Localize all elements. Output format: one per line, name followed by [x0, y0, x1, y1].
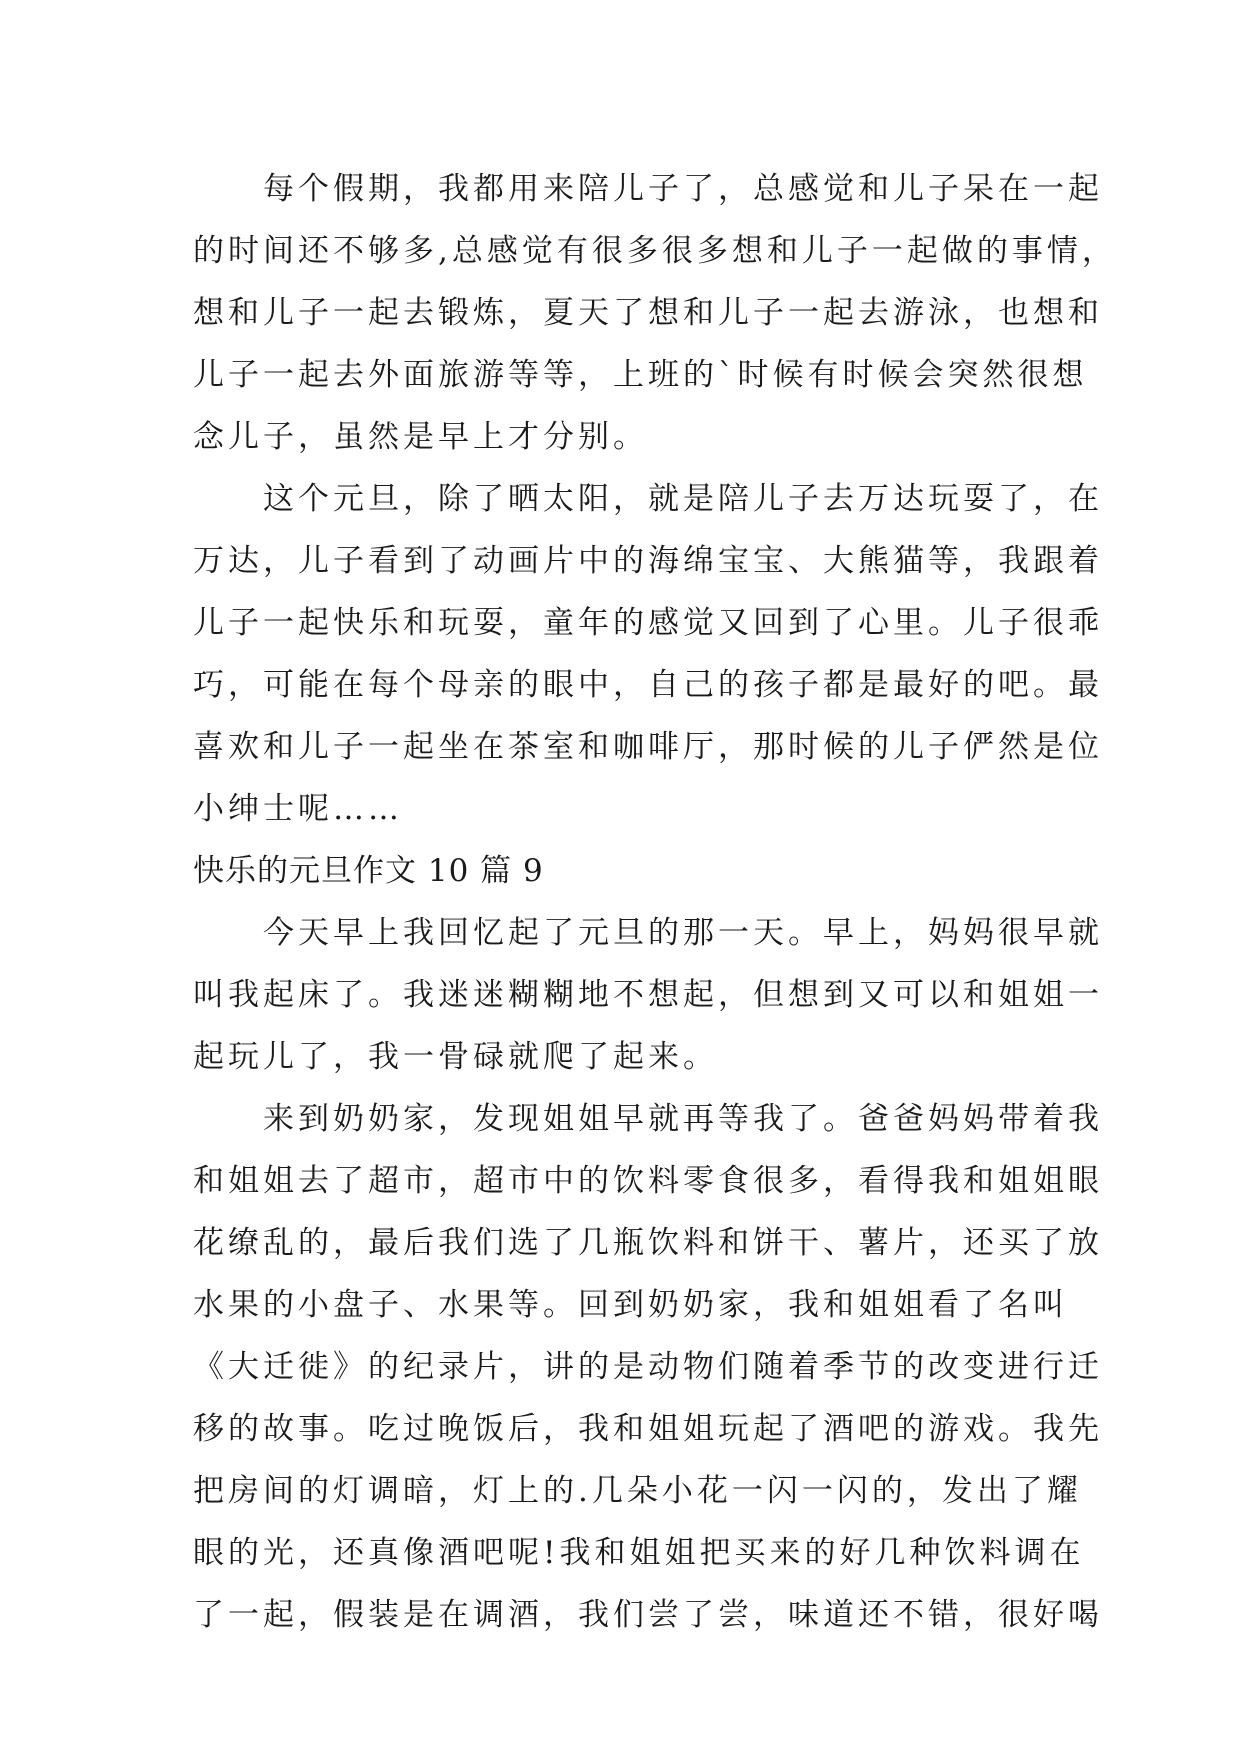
paragraph-2: [193, 468, 1103, 840]
paragraph-line: 万达，儿子看到了动画片中的海绵宝宝、大熊猫等，我跟着: [193, 543, 1103, 579]
paragraph-4: [193, 1088, 1103, 1646]
paragraph-line: 巧，可能在每个母亲的眼中，自己的孩子都是最好的吧。最: [193, 667, 1103, 703]
paragraph-line: 小绅士呢……: [193, 791, 403, 827]
paragraph-line: 念儿子，虽然是早上才分别。: [193, 419, 648, 455]
paragraph-line: 的时间还不够多,总感觉有很多很多想和儿子一起做的事情，: [193, 233, 1117, 269]
paragraph-line: 移的故事。吃过晚饭后，我和姐姐玩起了酒吧的游戏。我先: [193, 1411, 1103, 1447]
paragraph-line: 花缭乱的，最后我们选了几瓶饮料和饼干、薯片，还买了放: [193, 1225, 1103, 1261]
paragraph-line: 这个元旦，除了晒太阳，就是陪儿子去万达玩耍了，在: [263, 481, 1103, 517]
document-body: [193, 158, 1117, 1646]
paragraph-line: 叫我起床了。我迷迷糊糊地不想起，但想到又可以和姐姐一: [193, 977, 1103, 1013]
paragraph-line: 喜欢和儿子一起坐在茶室和咖啡厅，那时候的儿子俨然是位: [193, 729, 1103, 765]
paragraph-line: 每个假期，我都用来陪儿子了，总感觉和儿子呆在一起: [263, 171, 1103, 207]
paragraph-3: [193, 902, 1103, 1088]
paragraph-line: 把房间的灯调暗，灯上的.几朵小花一闪一闪的，发出了耀: [193, 1473, 1082, 1509]
paragraph-line: 想和儿子一起去锻炼，夏天了想和儿子一起去游泳，也想和: [193, 295, 1103, 331]
paragraph-line: 水果的小盘子、水果等。回到奶奶家，我和姐姐看了名叫: [193, 1287, 1068, 1323]
paragraph-line: 和姐姐去了超市，超市中的饮料零食很多，看得我和姐姐眼: [193, 1163, 1103, 1199]
paragraph-line: 起玩儿了，我一骨碌就爬了起来。: [193, 1039, 718, 1075]
paragraph-1: [193, 158, 1117, 468]
paragraph-line: 儿子一起快乐和玩耍，童年的感觉又回到了心里。儿子很乖: [193, 605, 1103, 641]
paragraph-line: 今天早上我回忆起了元旦的那一天。早上，妈妈很早就: [263, 915, 1103, 951]
section-heading: 快乐的元旦作文 10 篇 9: [193, 853, 544, 889]
paragraph-line: 眼的光，还真像酒吧呢!我和姐姐把买来的好几种饮料调在: [193, 1535, 1085, 1571]
paragraph-line: 儿子一起去外面旅游等等，上班的`时候有时候会突然很想: [193, 357, 1088, 393]
paragraph-line: 《大迁徙》的纪录片，讲的是动物们随着季节的改变进行迁: [193, 1349, 1103, 1385]
paragraph-line: 来到奶奶家，发现姐姐早就再等我了。爸爸妈妈带着我: [263, 1101, 1103, 1137]
paragraph-line: 了一起，假装是在调酒，我们尝了尝，味道还不错，很好喝: [193, 1597, 1103, 1633]
